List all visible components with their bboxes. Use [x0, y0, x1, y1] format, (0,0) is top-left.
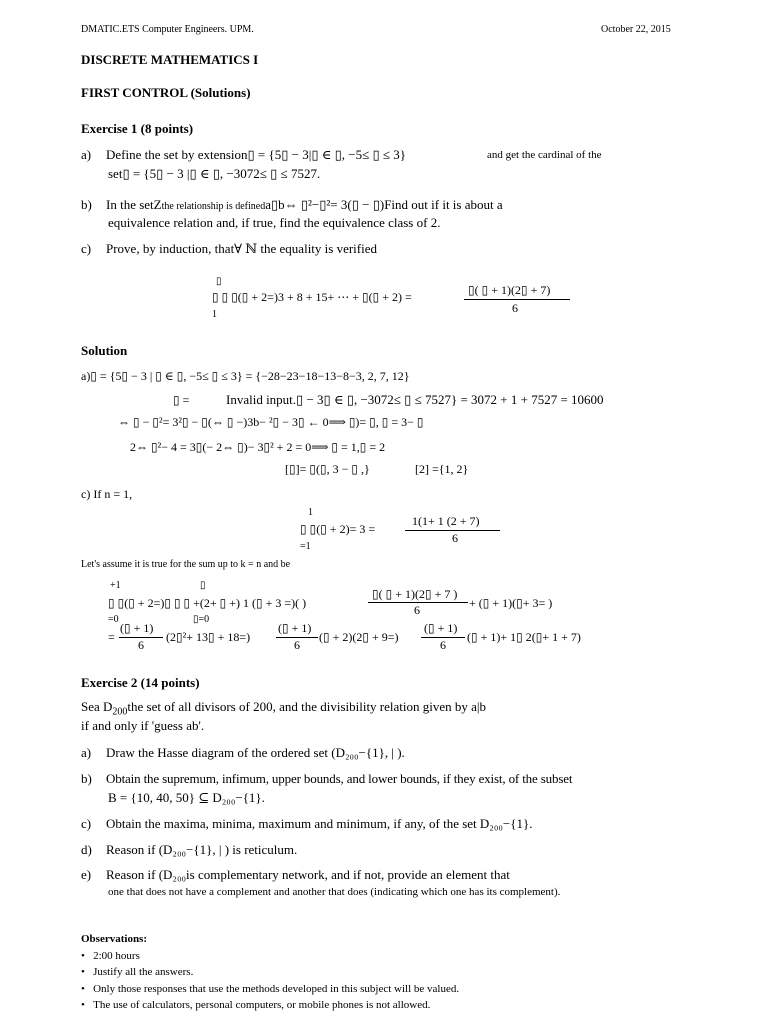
observation-item — [81, 966, 193, 978]
solution-c-fraction-denominator: 6 — [452, 531, 458, 545]
solution-c-fraction-numerator: 1(1+ 1 (2 + 7) — [412, 514, 480, 528]
exercise-2b-label: b) — [81, 771, 92, 786]
sum-lower-limit: 1 — [212, 309, 217, 320]
exercise-1b-label: b) — [81, 197, 92, 212]
header-left: DMATIC.ETS Computer Engineers. UPM. — [81, 24, 254, 35]
induction-f1-tail: (2▯²+ 13▯ + 18=) — [166, 630, 251, 644]
solution-heading: Solution — [81, 343, 128, 358]
observation-text: The use of calculators, personal computers, or mobile phones is not allowed. — [93, 999, 431, 1011]
exercise-2a-label: a) — [81, 745, 92, 760]
induction-f2-numerator: (▯ + 1) — [278, 621, 312, 635]
exercise-1a-line2: set▯ = {5▯ − 3 |▯ ∈ ▯, −3072≤ ▯ ≤ 7527. — [108, 166, 321, 181]
observation-item — [81, 983, 459, 995]
solution-c-sum: ▯ ▯(▯ + 2)= 3 = — [300, 522, 376, 536]
induction-f3-tail: (▯ + 1)+ 1▯ 2(▯+ 1 + 7) — [467, 630, 581, 644]
exercise-1b-rest: a▯b⇔ ▯²−▯²= 3(▯ − ▯)Find out if it is about a — [265, 197, 503, 212]
induction-f2-tail: (▯ + 2)(2▯ + 9=) — [319, 630, 399, 644]
exercise-1-heading: Exercise 1 (8 points) — [81, 121, 194, 136]
sum-formula: ▯ ▯ ▯(▯ + 2=)3 + 8 + 15+ ⋯ + ▯(▯ + 2) = — [212, 290, 412, 304]
exercise-1a-label: a) — [81, 147, 92, 162]
solution-a-line1: a)▯ = {5▯ − 3 | ▯ ∈ ▯, −5≤ ▯ ≤ 3} = {−28−23−18−13−8−3, 2, 7, 12} — [81, 369, 410, 383]
observation-text: Only those responses that use the methods developed in this subject will be valued. — [93, 983, 460, 995]
exercise-2-heading: Exercise 2 (14 points) — [81, 675, 200, 690]
sum-fraction-bar — [464, 299, 570, 300]
document-subtitle: FIRST CONTROL (Solutions) — [81, 85, 251, 100]
exercise-2-intro-subscript: 200 — [112, 706, 128, 718]
exercise-2e-text1: Reason if (D₂₀₀is complementary network, and if not, provide an element that — [106, 867, 510, 882]
exercise-1b-in-the-set: In the set — [106, 197, 154, 212]
bullet-icon: • — [81, 983, 94, 995]
sum-fraction-numerator: ▯( ▯ + 1)(2▯ + 7) — [468, 283, 551, 297]
exercise-1b-line1 — [106, 197, 503, 213]
solution-c-lower-limit: =1 — [300, 541, 311, 552]
induction-lower-left: =0 — [108, 614, 119, 625]
exercise-2a-text: Draw the Hasse diagram of the ordered set (D₂₀₀−{1}, | ). — [106, 745, 405, 760]
induction-upper-left: +1 — [110, 580, 121, 591]
observation-item — [81, 999, 430, 1011]
observation-text: 2:00 hours — [93, 950, 140, 962]
exercise-1b-line2: equivalence relation and, if true, find the equivalence class of 2. — [108, 215, 441, 230]
exercise-2c-text: Obtain the maxima, minima, maximum and minimum, if any, of the set D₂₀₀−{1}. — [106, 816, 533, 831]
induction-equals-sign: = — [108, 630, 115, 644]
exercise-2e-text2: one that does not have a complement and another that does (indicating which one has its complement). — [108, 886, 561, 898]
solution-b-class-2: [2] ={1, 2} — [415, 462, 469, 476]
exercise-2-intro-line2: if and only if 'guess ab'. — [81, 718, 205, 733]
solution-a-line2-left: ▯ = — [173, 393, 190, 407]
exercise-2e-label: e) — [81, 867, 92, 882]
solution-c-base-case: c) If n = 1, — [81, 487, 133, 501]
induction-step-tail: + (▯ + 1)(▯+ 3= ) — [469, 596, 553, 610]
sum-upper-limit: ▯ — [216, 276, 222, 287]
exercise-2c-label: c) — [81, 816, 92, 831]
exercise-2-intro-line1 — [81, 699, 486, 718]
exercise-2b-text1: Obtain the supremum, infimum, upper bounds, and lower bounds, if they exist, of the subset — [106, 771, 573, 786]
sum-fraction-denominator: 6 — [512, 301, 518, 315]
exercise-1b-small: the relationship is defined — [161, 201, 266, 212]
exercise-2b-text2: B = {10, 40, 50} ⊆ D₂₀₀−{1}. — [108, 790, 265, 805]
induction-f3-numerator: (▯ + 1) — [424, 621, 458, 635]
exercise-2d-text: Reason if (D₂₀₀−{1}, | ) is reticulum. — [106, 842, 298, 857]
bullet-icon: • — [81, 999, 94, 1011]
solution-b-line2: 2⇔ ▯²− 4 = 3▯(− 2⇔ ▯)− 3▯² + 2 = 0⟹ ▯ = 1,▯ = 2 — [130, 440, 386, 454]
bullet-icon: • — [81, 966, 94, 978]
induction-upper-mid: ▯ — [200, 580, 206, 591]
bullet-icon: • — [81, 950, 94, 962]
exercise-1a-line1-tail: and get the cardinal of the — [487, 149, 602, 161]
solution-c-upper-limit: 1 — [308, 507, 313, 518]
exercise-1c-label: c) — [81, 241, 92, 256]
solution-induction-assumption: Let's assume it is true for the sum up to k = n and be — [81, 559, 291, 570]
solution-b-class-general: [▯]= ▯(▯, 3 − ▯ ,} — [285, 462, 370, 476]
induction-step-line: ▯ ▯(▯ + 2=)▯ ▯ ▯ +(2+ ▯ +) 1 (▯ + 3 =)( ) — [108, 596, 307, 610]
observation-item — [81, 950, 140, 962]
solution-a-line2-right: Invalid input.▯ − 3▯ ∈ ▯, −3072≤ ▯ ≤ 7527} = 3072 + 1 + 7527 = 10600 — [226, 392, 604, 407]
exercise-2-intro-sea: Sea D — [81, 699, 113, 714]
induction-f1-denominator: 6 — [138, 638, 144, 652]
exercise-2d-label: d) — [81, 842, 92, 857]
document-title: DISCRETE MATHEMATICS I — [81, 52, 259, 67]
exercise-1b-z: Z — [153, 197, 162, 212]
induction-lower-mid: ▯=0 — [193, 614, 210, 625]
induction-fraction-denominator: 6 — [414, 603, 420, 617]
header-date: October 22, 2015 — [601, 24, 671, 35]
observation-text: Justify all the answers. — [93, 966, 194, 978]
induction-f2-denominator: 6 — [294, 638, 300, 652]
induction-f1-numerator: (▯ + 1) — [120, 621, 154, 635]
exercise-1c-line1: Prove, by induction, that∀ ℕ the equality is verified — [106, 241, 378, 256]
observations-heading: Observations: — [81, 933, 147, 945]
solution-b-line1: ⇔ ▯ − ▯²= 3²▯ − ▯(⇔ ▯ −)3b− ²▯ − 3▯ ← 0⟹ ▯)= ▯, ▯ = 3− ▯ — [118, 415, 424, 429]
exercise-2-intro-rest: the set of all divisors of 200, and the divisibility relation given by a|b — [127, 699, 487, 714]
exercise-1a-line1: Define the set by extension▯ = {5▯ − 3|▯ ∈ ▯, −5≤ ▯ ≤ 3} — [106, 147, 407, 162]
induction-f3-denominator: 6 — [440, 638, 446, 652]
induction-fraction-numerator: ▯( ▯ + 1)(2▯ + 7 ) — [372, 587, 458, 601]
